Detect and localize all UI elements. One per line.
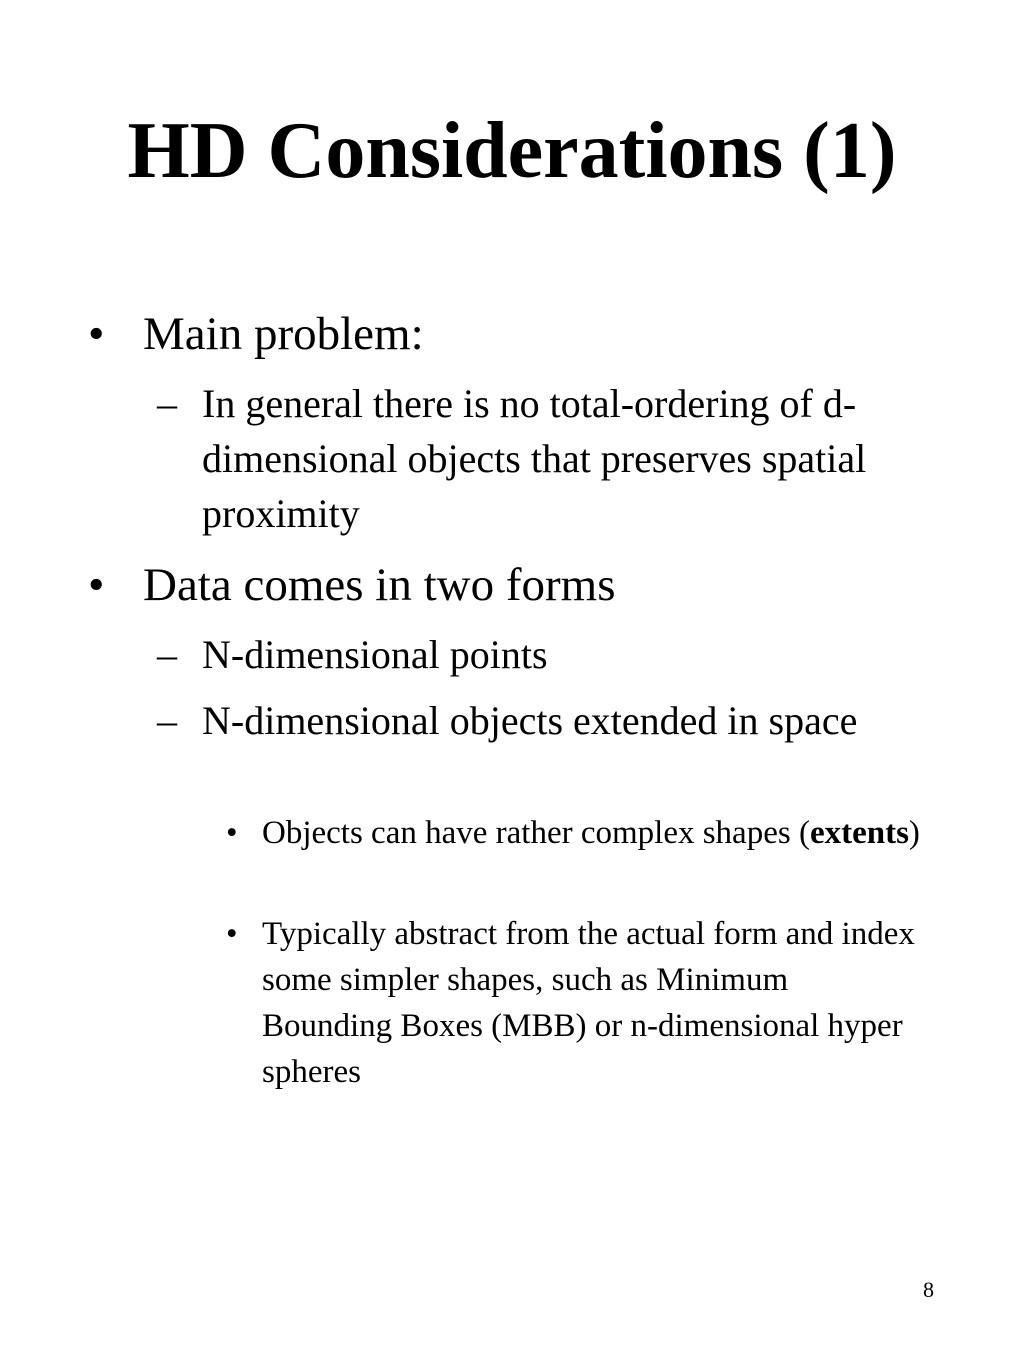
sub-bullet-points <box>157 627 912 682</box>
bullet-glyph: • <box>226 916 238 952</box>
sub-bullet-text: In general there is no total-ordering of d-dimensional objects that preserves spatial proximity <box>202 381 867 536</box>
subsub-bullet-complex-shapes <box>226 810 922 856</box>
sub-bullet-text: N-dimensional points <box>202 632 548 677</box>
bullet-glyph: • <box>88 308 105 360</box>
bullet-text: Main problem: <box>143 308 424 360</box>
text-before: Objects can have rather complex shapes ( <box>262 815 810 851</box>
sub-bullet-extended-objects <box>157 693 882 748</box>
sub-bullet-text: N-dimensional objects extended in space <box>202 698 858 743</box>
subsub-bullet-text <box>262 810 922 856</box>
dash-glyph: – <box>157 381 177 426</box>
bullet-data-forms <box>88 557 963 613</box>
dash-glyph: – <box>157 632 177 677</box>
bullet-text: Data comes in two forms <box>143 559 616 611</box>
bullet-glyph: • <box>226 815 238 851</box>
bullet-main-problem <box>88 306 963 362</box>
bullet-glyph: • <box>88 559 105 611</box>
subsub-bullet-text: Typically abstract from the actual form and index some simpler shapes, such as Minimum Bounding Boxes (MBB) or n-dimensional hyper spheres <box>262 916 915 1090</box>
dash-glyph: – <box>157 698 177 743</box>
bold-term-extents: extents <box>809 815 909 851</box>
sub-bullet-no-total-ordering <box>157 376 912 541</box>
slide-title: HD Considerations (1) <box>127 107 897 195</box>
text-after: ) <box>908 815 920 851</box>
subsub-bullet-abstract-shapes <box>226 911 924 1095</box>
page-number: 8 <box>923 1277 934 1302</box>
